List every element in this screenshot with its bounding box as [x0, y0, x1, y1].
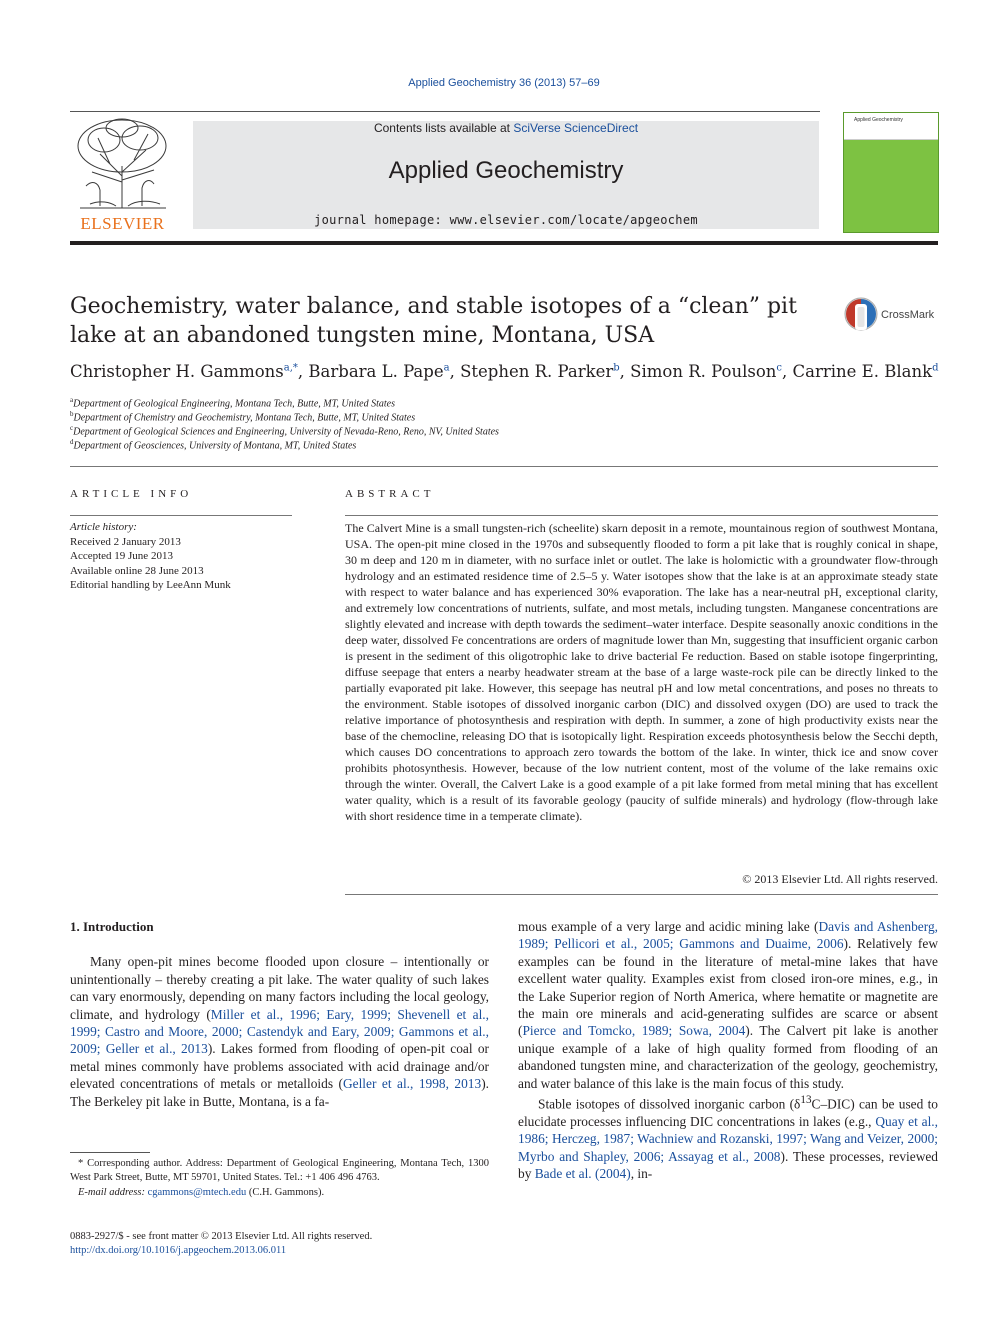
- issn-line: 0883-2927/$ - see front matter © 2013 Elsevier Ltd. All rights reserved.: [70, 1231, 373, 1242]
- abstract-bottom-rule: [345, 894, 938, 895]
- homepage-url[interactable]: www.elsevier.com/locate/apgeochem: [449, 213, 698, 227]
- journal-name: Applied Geochemistry: [388, 157, 624, 184]
- top-rule: [70, 111, 820, 112]
- intro-paragraph-2: Stable isotopes of dissolved inorganic carbon $(\delta^{13}C-DIC)$ can be used to elucidate processes influencing DIC concentrations in lakes (e.g., Quay et al., 1986; Herczeg, 1987; Wachniew and Rozanski, 1997; Wang and Veizer, 2000; Myrbo and Shapley, 2006; Assayag et al., 2008). These processes, reviewed by Bade et al. (2004), in-: [518, 1094, 938, 1182]
- corresponding-author-footnote: [70, 1157, 489, 1201]
- cover-title: Applied Geochemistry: [854, 117, 903, 123]
- affiliation-c: $^c$Department of Geological Sciences and Engineering, University of Nevada-Reno, Reno, NV, United States: [70, 424, 499, 438]
- journal-citation[interactable]: Applied Geochemistry 36 (2013) 57–69: [408, 77, 600, 89]
- body-column-left: [70, 918, 489, 1110]
- introduction-heading: 1. Introduction: [70, 919, 154, 934]
- affiliation-d: $^d$Department of Geosciences, University of Montana, MT, United States: [70, 438, 357, 452]
- article-info-rule: [70, 515, 292, 516]
- author-4[interactable]: Simon R. Poulson$^c$: [630, 362, 783, 381]
- abstract-rule: [345, 515, 938, 516]
- citation-link[interactable]: Geller et al., 1998, 2013: [342, 1076, 482, 1092]
- author-1[interactable]: Christopher H. Gammons$^{a,*}$: [70, 362, 298, 381]
- contents-prefix: Contents lists available at: [373, 121, 514, 135]
- accepted-date: Accepted 19 June 2013: [70, 550, 173, 562]
- author-2[interactable]: Barbara L. Pape$^a$: [308, 362, 450, 381]
- crossmark-badge[interactable]: [843, 296, 939, 336]
- citation-link[interactable]: Quay et al., 1986; Herczeg, 1987; Wachniew and Rozanski, 1997; Wang and Veizer, 2000; Myrbo and Shapley, 2006; Assayag et al., 2008: [518, 1113, 938, 1164]
- crossmark-label: CrossMark: [881, 309, 935, 321]
- history-label: Article history:: [70, 521, 137, 533]
- body-column-right: [518, 918, 938, 1183]
- header-thick-rule: [70, 241, 938, 245]
- citation-link[interactable]: Davis and Ashenberg, 1989; Pellicori et al., 2005; Gammons and Duaime, 2006: [518, 919, 938, 952]
- issn-block: [70, 1230, 372, 1258]
- tree-icon: [70, 116, 175, 212]
- crossmark-icon: [843, 296, 879, 336]
- affiliation-b: $^b$Department of Chemistry and Geochemistry, Montana Tech, Butte, MT, United States: [70, 410, 416, 424]
- elsevier-logo[interactable]: [70, 116, 175, 234]
- affiliation-a: $^a$Department of Geological Engineering, Montana Tech, Butte, MT, United States: [70, 396, 396, 410]
- sciencedirect-link[interactable]: SciVerse ScienceDirect: [513, 121, 639, 135]
- journal-homepage: [193, 213, 819, 227]
- article-info-heading: ARTICLE INFO: [70, 488, 193, 500]
- intro-paragraph-1: Many open-pit mines become flooded upon closure – intentionally or unintentionally – thereby creating a pit lake. The water quality of such lakes can vary enormously, depending on many factors including the local geology, climate, and hydrology (Miller et al., 1996; Eary, 1999; Shevenell et al., 1999; Castro and Moore, 2000; Castendyk and Eary, 2009; Gammons et al., 2009; Geller et al., 2013). Lakes formed from flooding of open-pit coal or metal mines commonly have problems associated with acid drainage and/or elevated concentrations of metals or metalloids (Geller et al., 1998, 2013). The Berkeley pit lake in Butte, Montana, is a fa-: [70, 954, 490, 1109]
- corresponding-author-note: * Corresponding author. Address: Department of Geological Engineering, Montana Tech, 1300 West Park Street, Butte, MT 59701, United States. Tel.: +1 406 496 4763.: [70, 1158, 489, 1183]
- email-link[interactable]: cgammons@mtech.edu: [147, 1187, 247, 1198]
- article-history: [70, 520, 292, 593]
- author-3[interactable]: Stephen R. Parker$^b$: [460, 362, 620, 381]
- homepage-prefix: journal homepage:: [314, 213, 450, 227]
- intro-paragraph-1-cont: mous example of a very large and acidic mining lake (Davis and Ashenberg, 1989; Pellicori et al., 2005; Gammons and Duaime, 2006). Relatively few examples can be found in the literature of metal-mine lakes that have excellent water quality. Examples exist from closed iron-ore mines, e.g., in the Lake Superior region of North America, where hematite or magnetite are the main ore minerals and acid-generating sulfides are scarce or absent (Pierce and Tomcko, 1989; Sowa, 2004). The Calvert pit lake is another unique example of a lake of high quality formed from flooding of an abandoned tungsten mine, and characterization of the geology, geochemistry, and water balance of this lake is the main focus of this study.: [518, 919, 939, 1091]
- footnote-rule: [70, 1152, 150, 1153]
- author-5[interactable]: Carrine E. Blank$^d$: [792, 362, 939, 381]
- affiliation-rule: [70, 466, 938, 467]
- article-title: Geochemistry, water balance, and stable isotopes of a “clean” pit lake at an abandoned tungsten mine, Montana, USA: [70, 294, 797, 348]
- copyright-line: © 2013 Elsevier Ltd. All rights reserved.: [742, 872, 938, 886]
- abstract-text: The Calvert Mine is a small tungsten-rich (scheelite) skarn deposit in a remote, mountainous region of southwest Montana, USA. The open-pit mine closed in the 1970s and subsequently flooded to form a pit lake that is roughly conical in shape, 30 m deep and 120 m in diameter, with no surface inlet or outlet. The lake is holomictic with a groundwater flow-through hydrology and an estimated residence time of 2.5–5 y. Water isotopes show that the lake is at an approximate steady state with respect to water balance and has experienced 30% evaporation. The lake has a near-neutral pH, exceptional clarity, and extremely low concentrations of nutrients, sulfate, and most metals, including tungsten. Manganese concentrations are slightly elevated and increase with depth towards the sediment–water interface. Despite seasonally anoxic conditions in the deep water, dissolved Fe concentrations are orders of magnitude lower than Mn, suggesting that insufficient organic carbon is present in the sediment of this oligotrophic lake to drive bacterial Fe reduction. Based on stable isotope fingerprinting, diffuse seepage that enters a nearby headwater stream at the base of a large waste-rock pile can be directly linked to the partially evaporated pit lake. However, this seepage has neutral pH and low metal concentrations, and poses no threats to the environment. Stable isotopes of dissolved inorganic carbon (DIC) and dissolved oxygen (DO) are used to track the relative importance of photosynthesis and respiration with depth. In summer, a zone of high productivity exists near the base of the chemocline, releasing DO that is isotopically light. Respiration exceeds photosynthesis below the Secchi depth, which causes DO concentrations to approach zero towards the bottom of the lake. In winter, thick ice and snow cover prohibits photosynthesis. However, because of the low nutrient content, most of the volume of the lake remains oxic through the winter. Overall, the Calvert Lake is a good example of a pit lake formed from metal mining that has excellent water quality, which is a result of its favorable geology (paucity of sulfide minerals) and hydrology (flow-through lake with short residence time in a temperate climate).: [345, 521, 938, 823]
- citation-link[interactable]: Pierce and Tomcko, 1989; Sowa, 2004: [522, 1023, 746, 1039]
- contents-line: [193, 121, 819, 135]
- elsevier-wordmark: ELSEVIER: [80, 214, 165, 233]
- citation-link[interactable]: Miller et al., 1996; Eary, 1999; Shevenell et al., 1999; Castro and Moore, 2000; Castendyk and Eary, 2009; Gammons et al., 2009; Geller et al., 2013: [70, 1006, 490, 1057]
- email-line: E-mail address: cgammons@mtech.edu (C.H. Gammons).: [78, 1187, 325, 1198]
- received-date: Received 2 January 2013: [70, 535, 181, 548]
- online-date: Available online 28 June 2013: [70, 564, 204, 577]
- abstract-heading: ABSTRACT: [345, 488, 435, 500]
- journal-cover-thumbnail[interactable]: [843, 112, 939, 233]
- citation-link[interactable]: Bade et al. (2004): [534, 1166, 631, 1182]
- author-list: Christopher H. Gammons$^{a,*}$, Barbara L. Pape$^a$, Stephen R. Parker$^b$, Simon R. Poulson$^c$, Carrine E. Blank$^d$: [70, 362, 939, 381]
- doi-link[interactable]: http://dx.doi.org/10.1016/j.apgeochem.2013.06.011: [70, 1245, 287, 1256]
- editorial-handling: Editorial handling by LeeAnn Munk: [70, 579, 231, 591]
